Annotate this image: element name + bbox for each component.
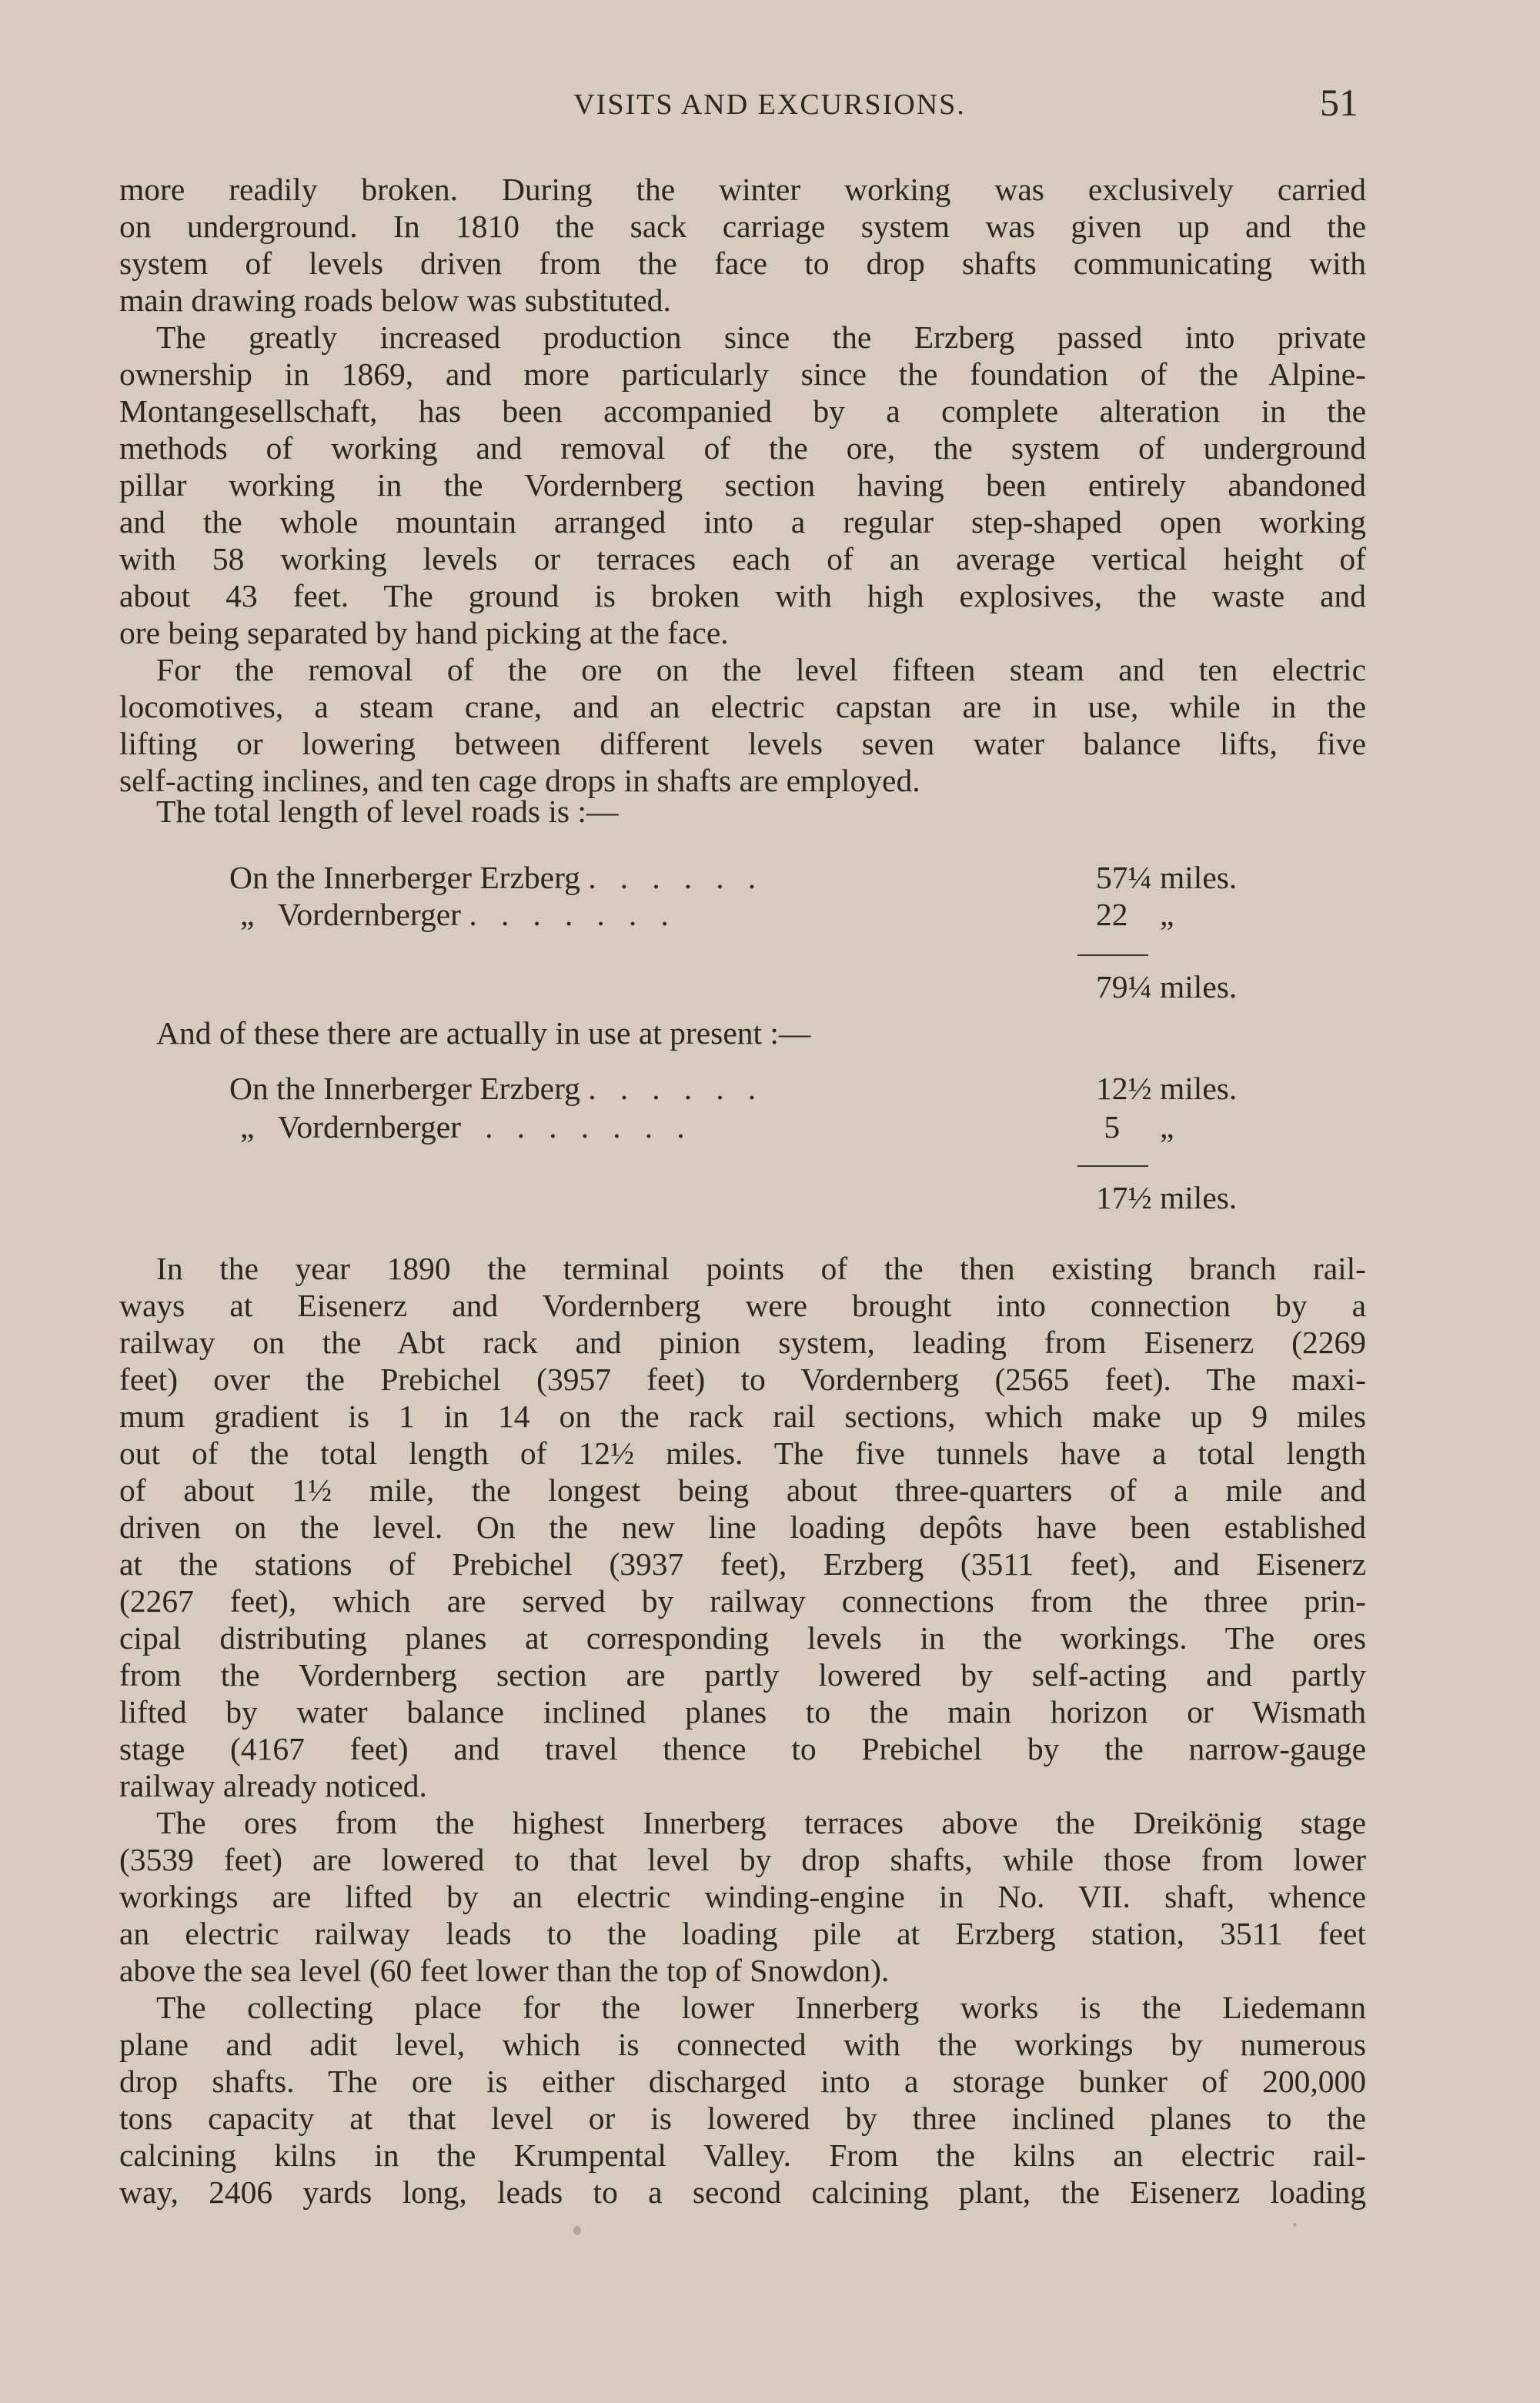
table-intro: The total length of level roads is :— xyxy=(156,794,619,829)
text-line: railway already noticed. xyxy=(119,1768,427,1803)
text-line: tons capacity at that level or is lowered by three inclined planes to the xyxy=(119,2101,1366,2136)
text-line: ways at Eisenerz and Vordernberg were brought into connection by a xyxy=(119,1288,1366,1323)
text-line: about 43 feet. The ground is broken with high explosives, the waste and xyxy=(119,578,1366,613)
text-line: The collecting place for the lower Innerberg works is the Liedemann xyxy=(156,1990,1366,2025)
text-line: driven on the level. On the new line loading depôts have been established xyxy=(119,1509,1366,1545)
text-line: Montangesellschaft, has been accompanied by a complete alteration in the xyxy=(119,393,1366,429)
text-line: methods of working and removal of the ore, the system of underground xyxy=(119,430,1366,466)
text-line: main drawing roads below was substituted. xyxy=(119,282,671,318)
table-row-value: 22 „ xyxy=(1096,897,1174,932)
running-header: VISITS AND EXCURSIONS. xyxy=(573,89,966,121)
text-line: on underground. In 1810 the sack carriage system was given up and the xyxy=(119,209,1366,244)
text-line: an electric railway leads to the loading pile at Erzberg station, 3511 feet xyxy=(119,1916,1366,1951)
page-number: 51 xyxy=(1320,81,1358,124)
text-line: For the removal of the ore on the level fifteen steam and ten electric xyxy=(156,652,1366,687)
text-line: stage (4167 feet) and travel thence to Prebichel by the narrow-gauge xyxy=(119,1731,1366,1766)
text-line: lifting or lowering between different levels seven water balance lifts, five xyxy=(119,726,1366,761)
text-line: drop shafts. The ore is either discharged into a storage bunker of 200,000 xyxy=(119,2064,1366,2099)
text-line: railway on the Abt rack and pinion system, leading from Eisenerz (2269 xyxy=(119,1325,1366,1360)
sum-rule xyxy=(1077,1165,1148,1167)
text-line: pillar working in the Vordernberg section having been entirely abandoned xyxy=(119,467,1366,503)
text-line: feet) over the Prebichel (3957 feet) to Vordernberg (2565 feet). The maxi- xyxy=(119,1362,1366,1397)
text-line: at the stations of Prebichel (3937 feet), Erzberg (3511 feet), and Eisenerz xyxy=(119,1546,1366,1582)
text-line: locomotives, a steam crane, and an electric capstan are in use, while in the xyxy=(119,689,1366,724)
text-line: ownership in 1869, and more particularly since the foundation of the Alpine- xyxy=(119,356,1366,392)
table-total: 79¼ miles. xyxy=(1096,969,1238,1004)
text-line: out of the total length of 12½ miles. The five tunnels have a total length xyxy=(119,1435,1366,1471)
paper-speck xyxy=(1293,2223,1297,2227)
text-line: mum gradient is 1 in 14 on the rack rail sections, which make up 9 miles xyxy=(119,1399,1366,1434)
text-line: The greatly increased production since the Erzberg passed into private xyxy=(156,319,1366,355)
text-line: of about 1½ mile, the longest being about three-quarters of a mile and xyxy=(119,1472,1366,1508)
table-row-label: On the Innerberger Erzberg . . . . . . xyxy=(229,1071,757,1106)
text-line: The ores from the highest Innerberg terraces above the Dreikönig stage xyxy=(156,1805,1366,1840)
text-line: above the sea level (60 feet lower than the top of Snowdon). xyxy=(119,1953,890,1988)
table-row-value: 57¼ miles. xyxy=(1096,860,1238,895)
text-line: plane and adit level, which is connected with the workings by numerous xyxy=(119,2027,1366,2062)
text-line: (3539 feet) are lowered to that level by drop shafts, while those from lower xyxy=(119,1842,1366,1877)
table-row-label: On the Innerberger Erzberg . . . . . . xyxy=(229,860,757,895)
text-line: calcining kilns in the Krumpental Valley. From the kilns an electric rail- xyxy=(119,2137,1366,2173)
text-line: (2267 feet), which are served by railway connections from the three prin- xyxy=(119,1583,1366,1619)
table-row-label: „ Vordernberger . . . . . . . xyxy=(240,1109,685,1145)
text-line: with 58 working levels or terraces each of an average vertical height of xyxy=(119,541,1366,577)
table-row-label: „ Vordernberger . . . . . . . xyxy=(240,897,669,932)
text-line: self-acting inclines, and ten cage drops in shafts are employed. xyxy=(119,763,920,798)
text-line: In the year 1890 the terminal points of the then existing branch rail- xyxy=(156,1251,1366,1286)
text-line: from the Vordernberg section are partly lowered by self-acting and partly xyxy=(119,1657,1366,1693)
text-line: way, 2406 yards long, leads to a second calcining plant, the Eisenerz loading xyxy=(119,2174,1366,2210)
text-line: workings are lifted by an electric winding-engine in No. VII. shaft, whence xyxy=(119,1879,1366,1914)
text-line: ore being separated by hand picking at the face. xyxy=(119,615,729,650)
table-row-value: 5 „ xyxy=(1096,1109,1174,1145)
table-intro: And of these there are actually in use at present :— xyxy=(156,1015,811,1051)
table-total: 17½ miles. xyxy=(1096,1180,1238,1215)
text-line: cipal distributing planes at corresponding levels in the workings. The ores xyxy=(119,1620,1366,1656)
table-row-value: 12½ miles. xyxy=(1096,1071,1238,1106)
text-line: more readily broken. During the winter working was exclusively carried xyxy=(119,172,1366,207)
paper-speck xyxy=(573,2226,581,2235)
text-line: and the whole mountain arranged into a regular step-shaped open working xyxy=(119,504,1366,540)
text-line: system of levels driven from the face to drop shafts communicating with xyxy=(119,246,1366,281)
text-line: lifted by water balance inclined planes to the main horizon or Wismath xyxy=(119,1694,1366,1730)
sum-rule xyxy=(1077,954,1148,956)
